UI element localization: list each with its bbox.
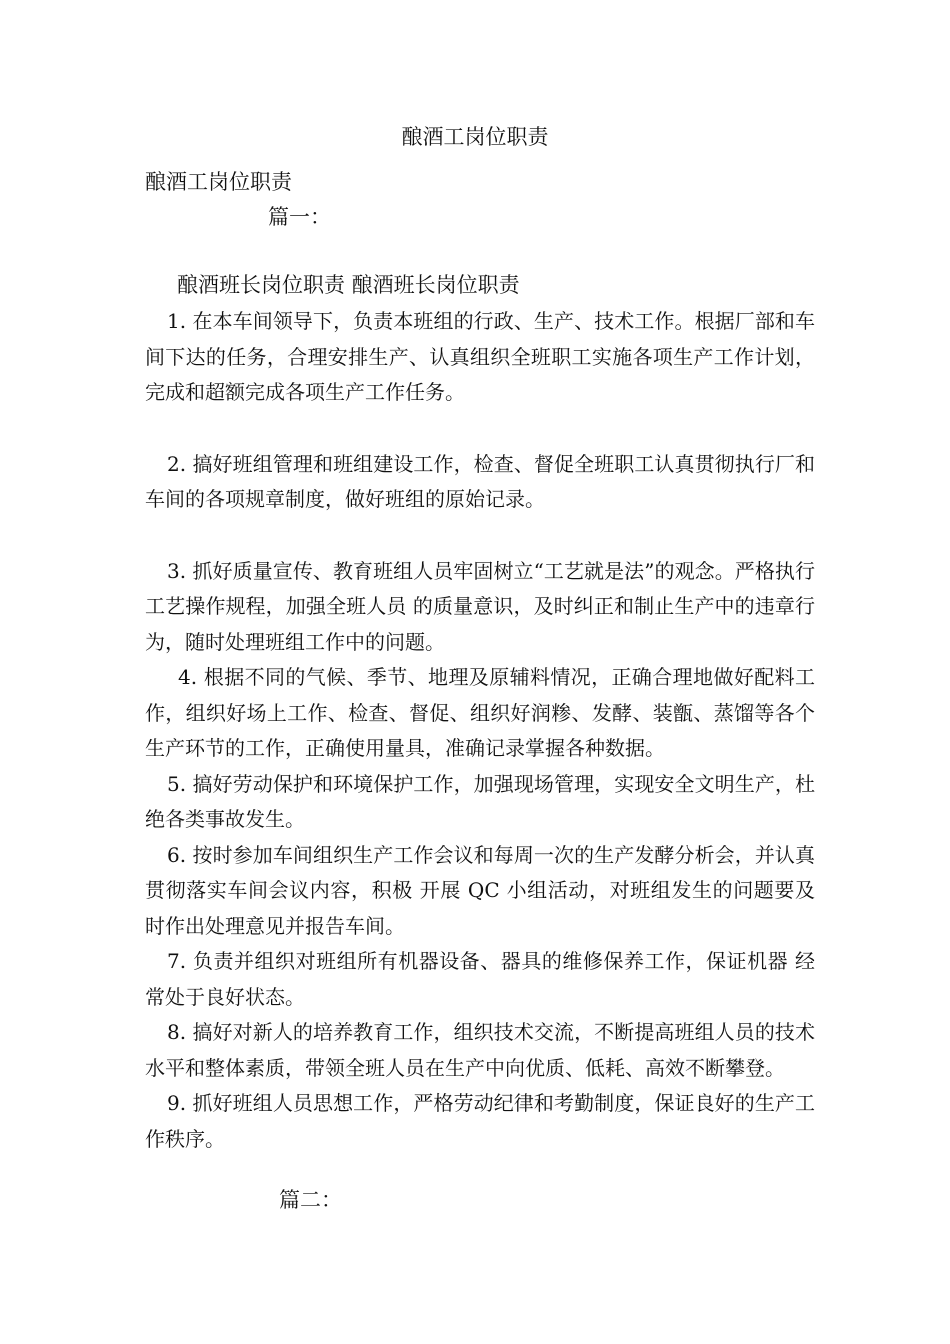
part-one-label: 篇一：: [268, 205, 331, 229]
duty-item-8: 8. 搞好对新人的培养教育工作，组织技术交流，不断提高班组人员的技术水平和整体素质，带领全班人员在生产中向优质、低耗、高效不断攀登。: [145, 1020, 815, 1080]
section-heading: 酿酒班长岗位职责 酿酒班长岗位职责: [177, 273, 520, 297]
duty-item-7: 7. 负责并组织对班组所有机器设备、器具的维修保养工作，保证机器 经常处于良好状态。: [145, 949, 815, 1009]
document-subtitle: 酿酒工岗位职责: [145, 170, 292, 194]
duty-item-2: 2. 搞好班组管理和班组建设工作，检查、督促全班职工认真贯彻执行厂和车间的各项规章制度，做好班组的原始记录。: [145, 451, 815, 511]
duty-item-5: 5. 搞好劳动保护和环境保护工作，加强现场管理，实现安全文明生产，杜绝各类事故发生。: [145, 771, 815, 831]
duty-list: [145, 304, 815, 1157]
duty-item-3: 3. 抓好质量宣传、教育班组人员牢固树立“工艺就是法”的观念。严格执行工艺操作规程，加强全班人员 的质量意识，及时纠正和制止生产中的违章行为，随时处理班组工作中的问题。: [145, 558, 815, 654]
part-two-label: 篇二：: [279, 1188, 342, 1212]
duty-item-9: 9. 抓好班组人员思想工作，严格劳动纪律和考勤制度，保证良好的生产工作秩序。: [145, 1091, 815, 1151]
duty-item-4: 4. 根据不同的气候、季节、地理及原辅料情况，正确合理地做好配料工作，组织好场上工作、检查、督促、组织好润糁、发酵、装甑、蒸馏等各个生产环节的工作，正确使用量具，准确记录掌握各种数据。: [145, 665, 815, 760]
document-title: 酿酒工岗位职责: [401, 125, 549, 149]
duty-item-6: 6. 按时参加车间组织生产工作会议和每周一次的生产发酵分析会，并认真贯彻落实车间会议内容，积极 开展 QC 小组活动，对班组发生的问题要及时作出处理意见并报告车间。: [145, 842, 815, 938]
duty-item-1: 1. 在本车间领导下，负责本班组的行政、生产、技术工作。根据厂部和车间下达的任务，合理安排生产、认真组织全班职工实施各项生产工作计划，完成和超额完成各项生产工作任务。: [145, 309, 815, 404]
